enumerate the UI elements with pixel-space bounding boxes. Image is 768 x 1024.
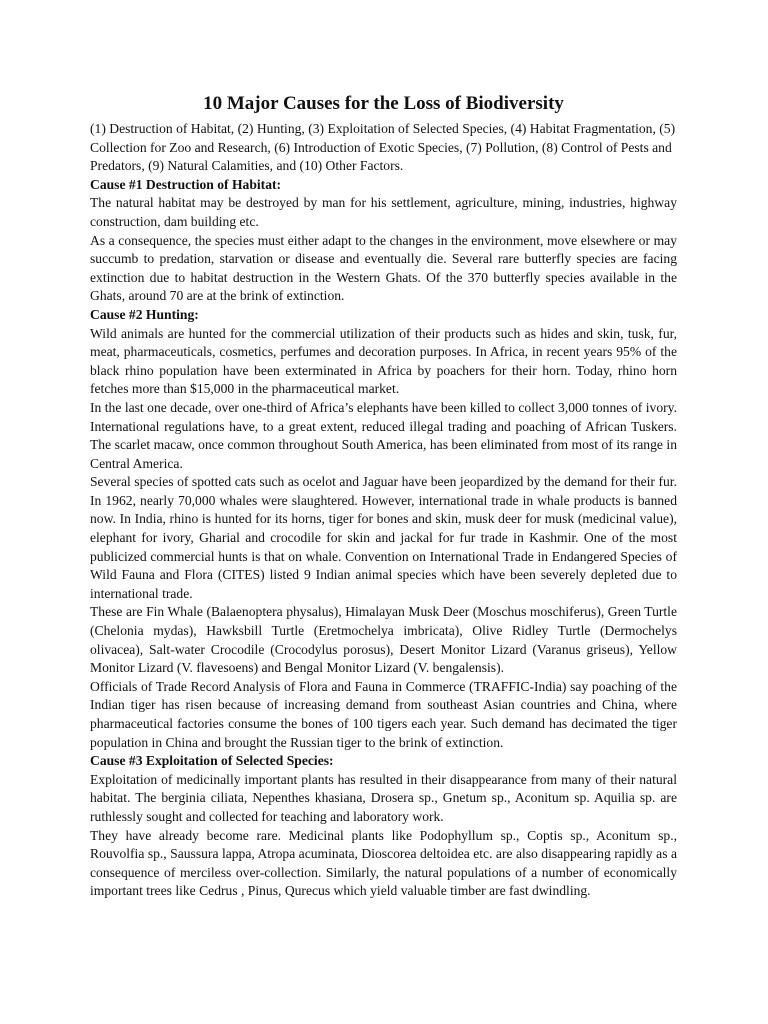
section-heading-cause-3: Cause #3 Exploitation of Selected Species: [90,753,334,769]
paragraph: Officials of Trade Record Analysis of Flora and Fauna in Commerce (TRAFFIC-India) say poaching of the Indian tiger has risen because of increasing demand from southeast Asian countries and China, where pharmaceutical factories consume the bones of 100 tigers each year. Such demand has decimated the tiger population in China and brought the Russian tiger to the brink of extinction. [90,678,677,750]
document-title: 10 Major Causes for the Loss of Biodiversity [203,93,564,114]
paragraph: They have already become rare. Medicinal plants like Podophyllum sp., Coptis sp., Aconitum sp., Rouvolfia sp., Saussura lappa, Atropa acuminata, Dioscorea deltoidea etc. are also disappearing rapidly as a consequence of merciless over-collection. Similarly, the natural populations of a number of economically important trees like Cedrus , Pinus, Qurecus which yield valuable timber are fast dwindling. [90,827,677,899]
section-heading-cause-1: Cause #1 Destruction of Habitat: [90,176,282,192]
paragraph: Exploitation of medicinally important plants has resulted in their disappearance from many of their natural habitat. The berginia ciliata, Nepenthes khasiana, Drosera sp., Gnetum sp., Aconitum sp. Aquilia sp. are ruthlessly sought and collected for teaching and laboratory work. [90,771,677,824]
paragraph: In the last one decade, over one-third of Africa’s elephants have been killed to collect 3,000 tonnes of ivory. International regulations have, to a great extent, reduced illegal trading and poaching of African Tuskers. The scarlet macaw, once common throughout South America, has been eliminated from most of its range in Central America. [90,399,677,471]
paragraph: As a consequence, the species must either adapt to the changes in the environment, move elsewhere or may succumb to predation, starvation or disease and eventually die. Several rare butterfly species are facing extinction due to habitat destruction in the Western Ghats. Of the 370 butterfly species available in the Ghats, around 70 are at the brink of extinction. [90,232,677,304]
paragraph: The natural habitat may be destroyed by man for his settlement, agriculture, mining, industries, highway construction, dam building etc. [90,195,677,229]
intro-paragraph: (1) Destruction of Habitat, (2) Hunting, (3) Exploitation of Selected Species, (4) Habitat Fragmentation, (5) Collection for Zoo and Research, (6) Introduction of Exotic Species, (7) Pollution, (8) Control of Pests and Predators, (9) Natural Calamities, and (10) Other Factors. [90,121,676,174]
section-heading-cause-2: Cause #2 Hunting: [90,306,199,322]
document-page [90,92,677,901]
paragraph: Wild animals are hunted for the commercial utilization of their products such as hides and skin, tusk, fur, meat, pharmaceuticals, cosmetics, perfumes and decoration purposes. In Africa, in recent years 95% of the black rhino population have been exterminated in Africa by poachers for their horn. Today, rhino horn fetches more than $15,000 in the pharmaceutical market. [90,325,677,397]
paragraph: Several species of spotted cats such as ocelot and Jaguar have been jeopardized by the demand for their fur. In 1962, nearly 70,000 whales were slaughtered. However, international trade in whale products is banned now. In India, rhino is hunted for its horns, tiger for bones and skin, musk deer for musk (medicinal value), elephant for ivory, Gharial and crocodile for skin and jackal for fur trade in Kashmir. One of the most publicized commercial hunts is that on whale. Convention on International Trade in Endangered Species of Wild Fauna and Flora (CITES) listed 9 Indian animal species which have been severely depleted due to international trade. [90,474,677,601]
paragraph: These are Fin Whale (Balaenoptera physalus), Himalayan Musk Deer (Moschus moschiferus), Green Turtle (Chelonia mydas), Hawksbill Turtle (Eretmochelya imbricata), Olive Ridley Turtle (Dermochelys olivacea), Salt-water Crocodile (Crocodylus porosus), Desert Monitor Lizard (Varanus griseus), Yellow Monitor Lizard (V. flavesoens) and Bengal Monitor Lizard (V. bengalensis). [90,604,677,676]
